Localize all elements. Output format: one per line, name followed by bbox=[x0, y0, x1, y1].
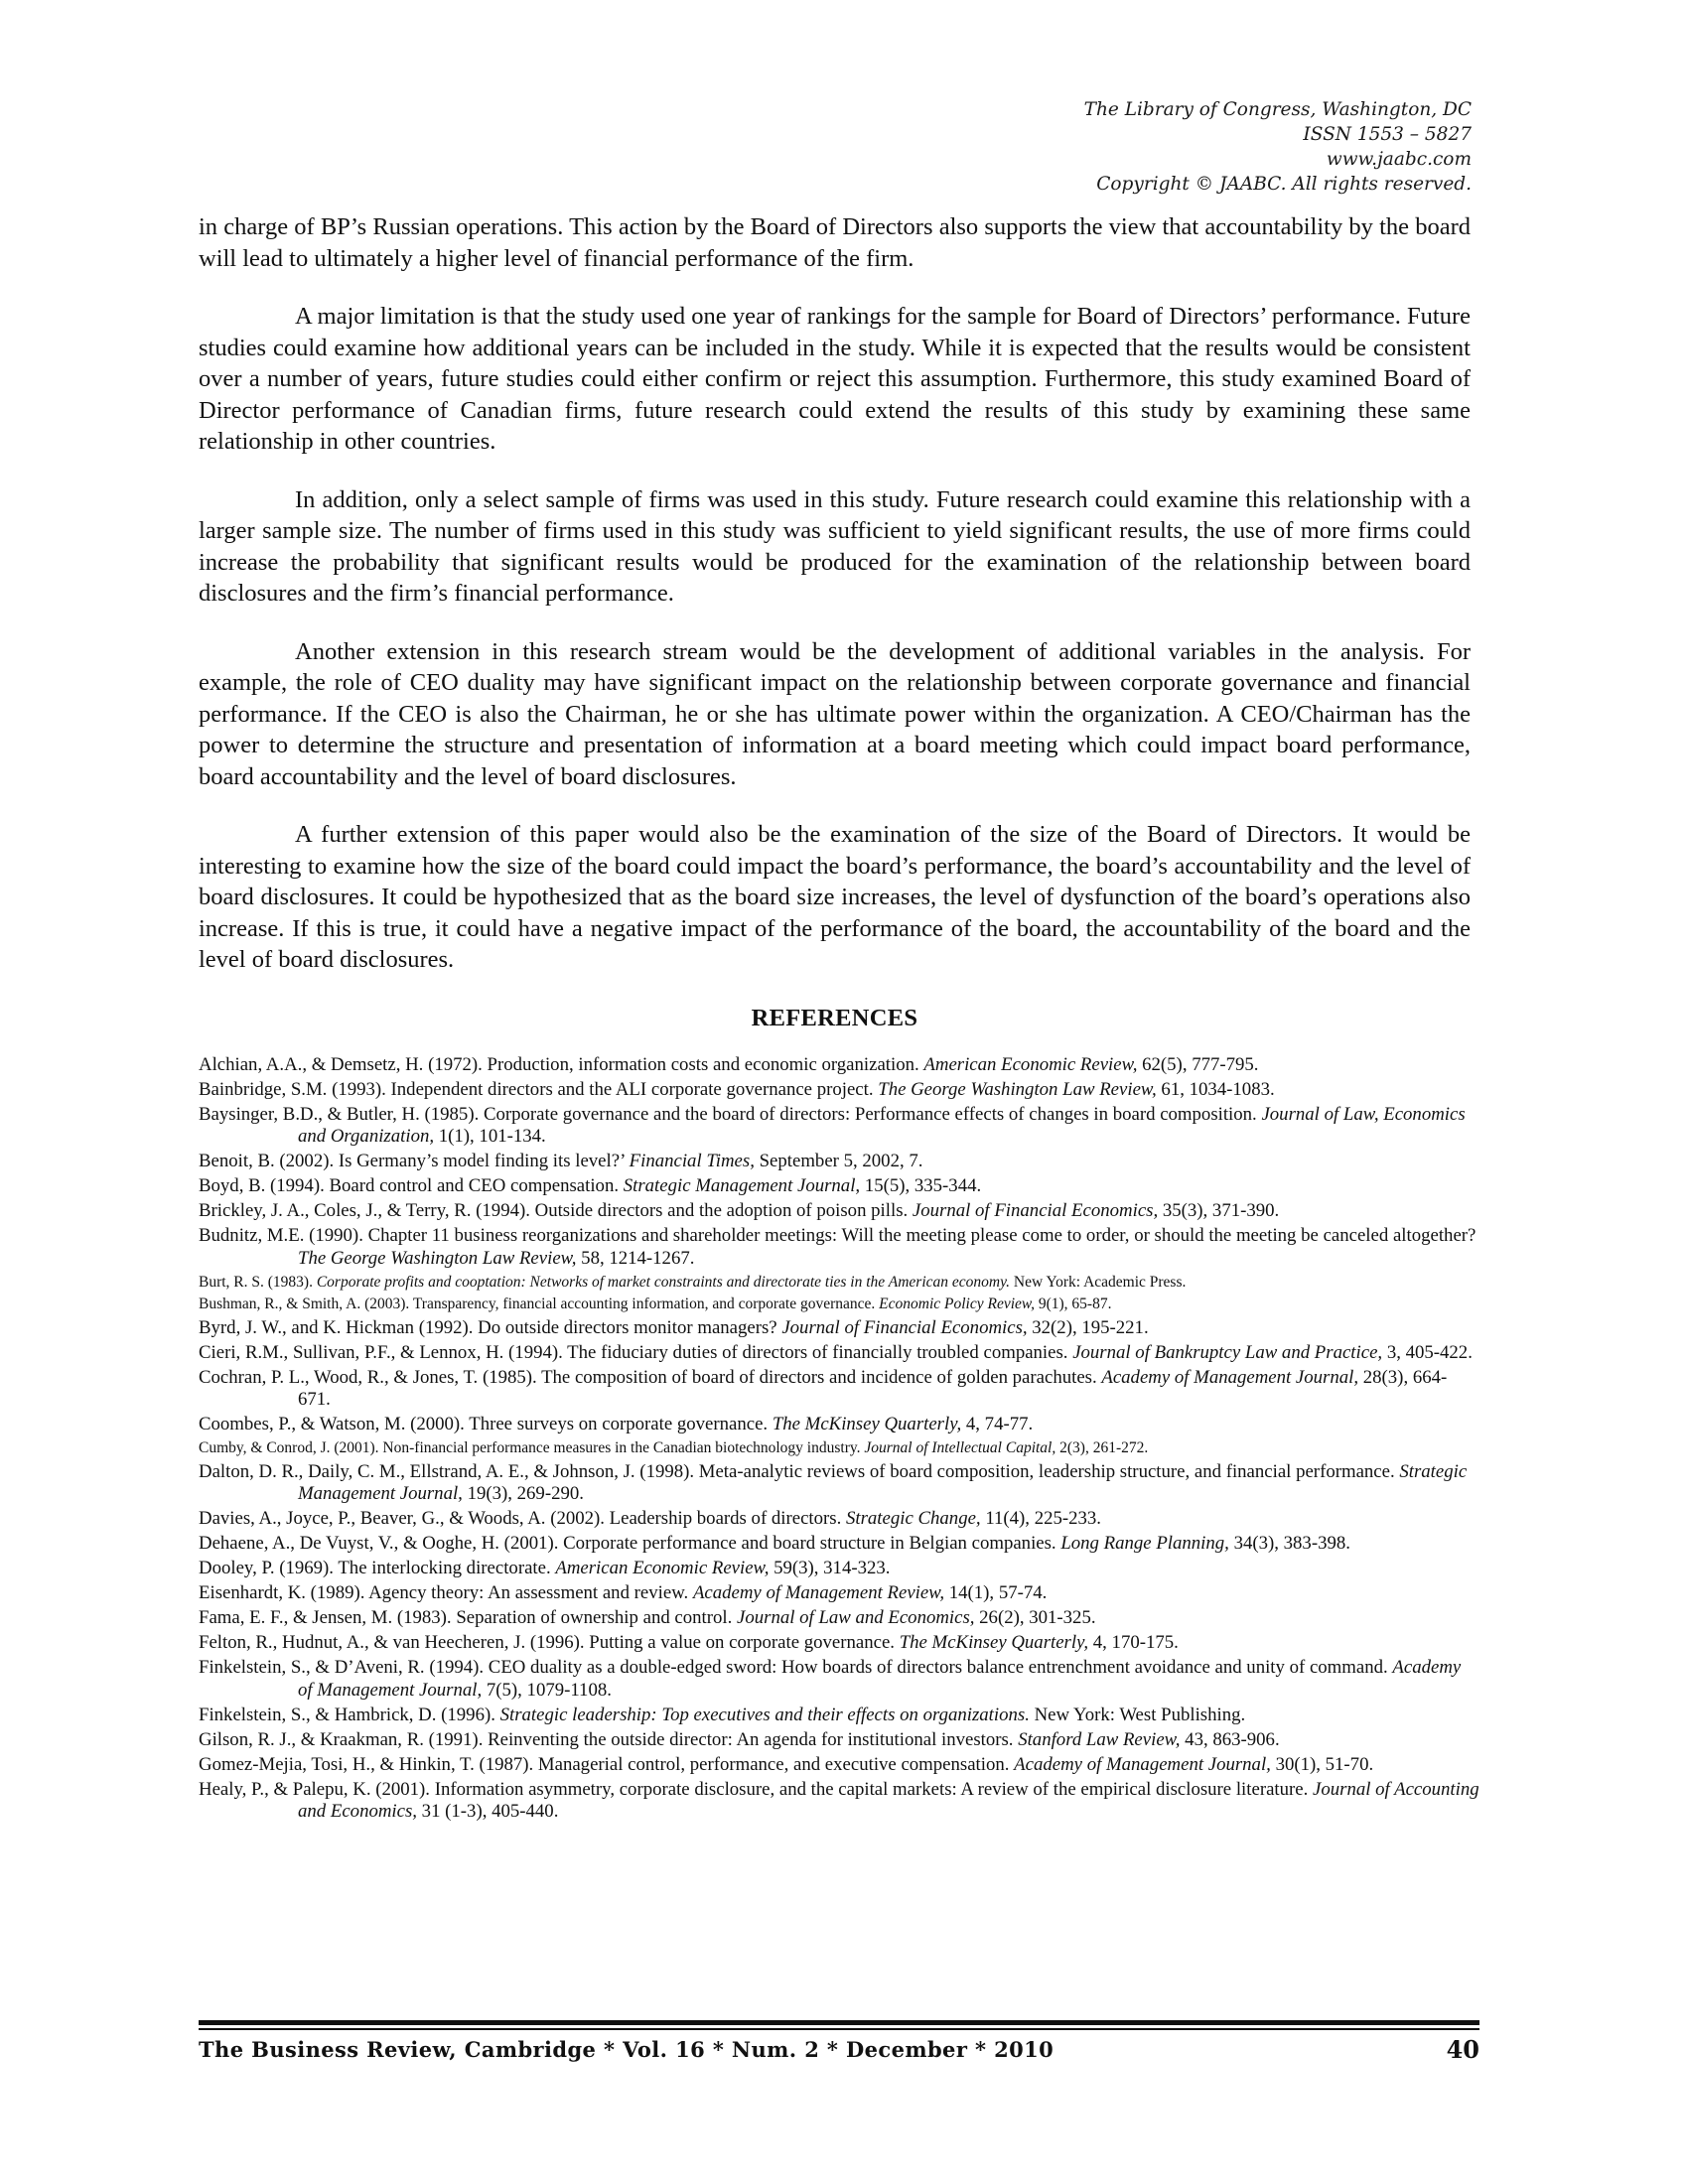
reference-source: Stanford Law Review, bbox=[1018, 1728, 1181, 1750]
reference-item bbox=[199, 1151, 1479, 1172]
reference-details: 1(1), 101-134. bbox=[434, 1126, 546, 1148]
footer-rule-thin bbox=[199, 2028, 1479, 2030]
reference-source: The McKinsey Quarterly, bbox=[772, 1414, 962, 1435]
reference-item bbox=[199, 1607, 1479, 1629]
reference-item bbox=[199, 1461, 1479, 1506]
reference-item bbox=[199, 1582, 1479, 1604]
reference-source: Journal of Financial Economics, bbox=[781, 1317, 1028, 1338]
references-heading: REFERENCES bbox=[751, 1005, 918, 1031]
reference-text: Gilson, R. J., & Kraakman, R. (1991). Reinventing the outside director: An agenda for institutional investors. bbox=[199, 1728, 1019, 1750]
reference-details: 28(3), 664-671. bbox=[298, 1367, 1448, 1411]
reference-source: Journal of Bankruptcy Law and Practice, bbox=[1072, 1342, 1383, 1363]
reference-source: Corporate profits and cooptation: Networks of market constraints and directorate ties in the American economy. bbox=[316, 1273, 1010, 1291]
reference-text: Felton, R., Hudnut, A., & van Heecheren, J. (1996). Putting a value on corporate governance. bbox=[199, 1632, 900, 1654]
reference-details: 62(5), 777-795. bbox=[1137, 1054, 1259, 1075]
reference-source: Journal of Law and Economics, bbox=[737, 1607, 975, 1629]
reference-details: 7(5), 1079-1108. bbox=[482, 1679, 612, 1701]
reference-text: Byrd, J. W., and K. Hickman (1992). Do outside directors monitor managers? bbox=[199, 1317, 782, 1338]
reference-details: 32(2), 195-221. bbox=[1027, 1317, 1149, 1338]
header-library-line: The Library of Congress, Washington, DC bbox=[1083, 99, 1472, 120]
reference-item bbox=[199, 1054, 1479, 1076]
reference-source: Strategic Management Journal, bbox=[623, 1175, 861, 1197]
paragraph-3: In addition, only a select sample of firms was used in this study. Future research could examine this relationship with a larger sample size. The number of firms used in this study was sufficient to yield significant results, the use of more firms could increase the probability that significant results would be produced for the examination of the relationship between board disclosures and the firm’s financial performance. bbox=[199, 485, 1471, 607]
reference-item bbox=[199, 1508, 1479, 1530]
reference-item bbox=[199, 1533, 1479, 1555]
reference-details: New York: West Publishing. bbox=[1029, 1704, 1246, 1725]
reference-item bbox=[199, 1754, 1479, 1776]
reference-source: The George Washington Law Review, bbox=[298, 1247, 577, 1269]
reference-text: Brickley, J. A., Coles, J., & Terry, R. (1994). Outside directors and the adoption of poison pills. bbox=[199, 1200, 913, 1222]
reference-text: Davies, A., Joyce, P., Beaver, G., & Woods, A. (2002). Leadership boards of directors. bbox=[199, 1508, 846, 1530]
reference-item bbox=[199, 1273, 1479, 1293]
reference-item bbox=[199, 1438, 1479, 1458]
references-list bbox=[199, 1054, 1479, 1826]
reference-details: 19(3), 269-290. bbox=[462, 1483, 584, 1505]
reference-item bbox=[199, 1317, 1479, 1339]
reference-details: 2(3), 261-272. bbox=[1055, 1439, 1149, 1457]
reference-item bbox=[199, 1342, 1479, 1364]
reference-text: Healy, P., & Palepu, K. (2001). Information asymmetry, corporate disclosure, and the capital markets: A review of the empirical disclosure literature. bbox=[199, 1778, 1314, 1800]
reference-details: September 5, 2002, 7. bbox=[754, 1151, 923, 1172]
reference-source: Academy of Management Journal, bbox=[1014, 1753, 1271, 1775]
reference-details: 31 (1-3), 405-440. bbox=[416, 1801, 559, 1823]
reference-source: Academy of Management Journal, bbox=[298, 1657, 1462, 1701]
reference-item bbox=[199, 1779, 1479, 1824]
paragraph-1: in charge of BP’s Russian operations. This action by the Board of Directors also supports the view that accountability by the board will lead to ultimately a higher level of financial performance of the firm. bbox=[199, 213, 1471, 272]
reference-item bbox=[199, 1632, 1479, 1654]
reference-text: Finkelstein, S., & Hambrick, D. (1996). bbox=[199, 1704, 500, 1725]
reference-text: Finkelstein, S., & D’Aveni, R. (1994). CEO duality as a double-edged sword: How boards of directors balance entrenchment avoidance and unity of command. bbox=[199, 1657, 1393, 1679]
journal-header-info bbox=[876, 97, 1472, 197]
reference-source: Academy of Management Journal, bbox=[1101, 1367, 1359, 1388]
reference-details: 59(3), 314-323. bbox=[769, 1558, 891, 1579]
footer-rule-thick bbox=[199, 2020, 1479, 2025]
reference-item bbox=[199, 1414, 1479, 1435]
reference-details: 3, 405-422. bbox=[1382, 1342, 1473, 1363]
reference-source: Strategic Change, bbox=[846, 1508, 981, 1530]
reference-text: Eisenhardt, K. (1989). Agency theory: An assessment and review. bbox=[199, 1582, 693, 1604]
reference-details: 14(1), 57-74. bbox=[944, 1582, 1048, 1604]
reference-details: 26(2), 301-325. bbox=[974, 1607, 1096, 1629]
reference-source: Long Range Planning, bbox=[1060, 1533, 1229, 1555]
header-copyright-line: Copyright © JAABC. All rights reserved. bbox=[1096, 174, 1472, 195]
paragraph-4: Another extension in this research stream would be the development of additional variables in the analysis. For example, the role of CEO duality may have significant impact on the relationship between corporate governance and financial performance. If the CEO is also the Chairman, he or she has ultimate power within the organization. A CEO/Chairman has the power to determine the structure and presentation of information at a board meeting which could impact board performance, board accountability and the level of board disclosures. bbox=[199, 637, 1471, 790]
reference-source: American Economic Review, bbox=[555, 1558, 770, 1579]
reference-details: 4, 74-77. bbox=[961, 1414, 1034, 1435]
reference-item bbox=[199, 1295, 1479, 1314]
reference-source: Strategic leadership: Top executives and their effects on organizations. bbox=[499, 1704, 1030, 1725]
reference-text: Cieri, R.M., Sullivan, P.F., & Lennox, H. (1994). The fiduciary duties of directors of financially troubled companies. bbox=[199, 1342, 1073, 1363]
reference-source: Financial Times, bbox=[629, 1151, 755, 1172]
reference-item bbox=[199, 1225, 1479, 1270]
reference-item bbox=[199, 1729, 1479, 1751]
reference-details: 58, 1214-1267. bbox=[576, 1247, 695, 1269]
reference-source: Journal of Intellectual Capital, bbox=[864, 1439, 1056, 1457]
reference-text: Alchian, A.A., & Demsetz, H. (1972). Production, information costs and economic organization. bbox=[199, 1054, 924, 1075]
reference-item bbox=[199, 1200, 1479, 1222]
reference-item bbox=[199, 1657, 1479, 1702]
reference-text: Budnitz, M.E. (1990). Chapter 11 business reorganizations and shareholder meetings: Will the meeting please come to order, or should the meeting be canceled altogether? bbox=[199, 1225, 1477, 1247]
reference-item bbox=[199, 1104, 1479, 1149]
reference-source: Academy of Management Review, bbox=[692, 1582, 945, 1604]
reference-text: Cochran, P. L., Wood, R., & Jones, T. (1985). The composition of board of directors and incidence of golden parachutes. bbox=[199, 1367, 1102, 1388]
reference-details: 4, 170-175. bbox=[1088, 1632, 1179, 1654]
paragraph-5: A further extension of this paper would also be the examination of the size of the Board of Directors. It would be interesting to examine how the size of the board could impact the board’s performance, the board’s accountability and the level of board disclosures. It could be hypothesized that as the board size increases, the level of dysfunction of the board’s operations also increase. If this is true, it could have a negative impact of the performance of the board, the accountability of the board and the level of board disclosures. bbox=[199, 821, 1471, 973]
reference-details: 15(5), 335-344. bbox=[860, 1175, 982, 1197]
reference-details: 9(1), 65-87. bbox=[1034, 1296, 1112, 1313]
reference-details: 30(1), 51-70. bbox=[1270, 1753, 1374, 1775]
reference-text: Bushman, R., & Smith, A. (2003). Transparency, financial accounting information, and corporate governance. bbox=[199, 1296, 880, 1313]
reference-text: Dehaene, A., De Vuyst, V., & Ooghe, H. (2001). Corporate performance and board structure in Belgian companies. bbox=[199, 1533, 1061, 1555]
reference-source: Journal of Financial Economics, bbox=[912, 1200, 1159, 1222]
reference-text: Benoit, B. (2002). Is Germany’s model finding its level?’ bbox=[199, 1151, 630, 1172]
reference-text: Boyd, B. (1994). Board control and CEO compensation. bbox=[199, 1175, 624, 1197]
reference-text: Gomez-Mejia, Tosi, H., & Hinkin, T. (1987). Managerial control, performance, and executive compensation. bbox=[199, 1753, 1015, 1775]
reference-text: Coombes, P., & Watson, M. (2000). Three surveys on corporate governance. bbox=[199, 1414, 773, 1435]
reference-details: New York: Academic Press. bbox=[1010, 1273, 1187, 1291]
body-text bbox=[199, 211, 1471, 1003]
reference-item bbox=[199, 1705, 1479, 1726]
reference-text: Dooley, P. (1969). The interlocking directorate. bbox=[199, 1558, 556, 1579]
reference-item bbox=[199, 1079, 1479, 1101]
header-website-line: www.jaabc.com bbox=[1326, 149, 1472, 170]
reference-item bbox=[199, 1367, 1479, 1412]
reference-source: Economic Policy Review, bbox=[879, 1296, 1035, 1313]
reference-source: The George Washington Law Review, bbox=[878, 1079, 1157, 1100]
reference-item bbox=[199, 1175, 1479, 1197]
reference-text: Burt, R. S. (1983). bbox=[199, 1273, 317, 1291]
reference-details: 61, 1034-1083. bbox=[1156, 1079, 1275, 1100]
reference-text: Bainbridge, S.M. (1993). Independent directors and the ALI corporate governance project. bbox=[199, 1079, 879, 1100]
reference-details: 43, 863-906. bbox=[1180, 1728, 1280, 1750]
reference-source: American Economic Review, bbox=[923, 1054, 1138, 1075]
reference-text: Cumby, & Conrod, J. (2001). Non-financial performance measures in the Canadian biotechnology industry. bbox=[199, 1439, 865, 1457]
reference-text: Baysinger, B.D., & Butler, H. (1985). Corporate governance and the board of directors: Performance effects of changes in board composition. bbox=[199, 1104, 1262, 1125]
reference-source: Journal of Law, Economics and Organization, bbox=[298, 1104, 1466, 1148]
reference-item bbox=[199, 1558, 1479, 1579]
reference-text: Dalton, D. R., Daily, C. M., Ellstrand, A. E., & Johnson, J. (1998). Meta-analytic reviews of board composition, leadership structure, and financial performance. bbox=[199, 1461, 1400, 1482]
paragraph-2: A major limitation is that the study used one year of rankings for the sample for Board of Directors’ performance. Future studies could examine how additional years can be included in the study. While it is expected that the results would be consistent over a number of years, future studies could either confirm or reject this assumption. Furthermore, this study examined Board of Director performance of Canadian firms, future research could extend the results of this study by examining these same relationship in other countries. bbox=[199, 303, 1471, 455]
reference-source: Journal of Accounting and Economics, bbox=[298, 1778, 1479, 1823]
footer-journal-info: The Business Review, Cambridge * Vol. 16 * Num. 2 * December * 2010 bbox=[199, 2037, 1055, 2062]
reference-text: Fama, E. F., & Jensen, M. (1983). Separation of ownership and control. bbox=[199, 1607, 738, 1629]
page-number: 40 bbox=[1446, 2035, 1479, 2064]
header-issn-line: ISSN 1553 – 5827 bbox=[1303, 124, 1472, 145]
reference-details: 34(3), 383-398. bbox=[1228, 1533, 1350, 1555]
reference-source: Strategic Management Journal, bbox=[298, 1461, 1468, 1505]
reference-details: 11(4), 225-233. bbox=[980, 1508, 1101, 1530]
reference-source: The McKinsey Quarterly, bbox=[899, 1632, 1089, 1654]
reference-details: 35(3), 371-390. bbox=[1158, 1200, 1280, 1222]
